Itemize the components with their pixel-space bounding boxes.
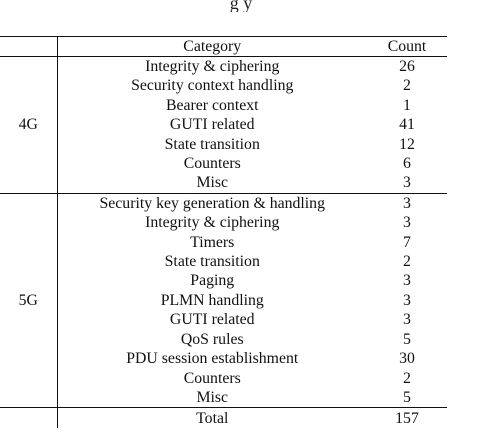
header-generation [0, 37, 57, 57]
count-cell: 3 [403, 214, 411, 232]
count-cell: 3 [367, 193, 447, 213]
count-cell: 5 [403, 330, 411, 348]
category-cell: Misc [196, 388, 229, 406]
category-cell: QoS rules [180, 330, 244, 348]
count-cell: 2 [403, 77, 411, 95]
category-cell: State transition [164, 253, 260, 271]
category-cell: Counters [183, 155, 241, 173]
table-row [0, 57, 447, 77]
count-cell: 12 [399, 135, 415, 153]
table-row [0, 291, 447, 310]
category-count-table [0, 36, 447, 428]
table-row [0, 135, 447, 154]
table-row [0, 233, 447, 252]
total-count: 157 [367, 408, 447, 429]
table-row [0, 252, 447, 271]
category-cell: Timers [190, 233, 235, 251]
category-cell: Misc [196, 174, 229, 192]
table-row [0, 115, 447, 134]
category-cell: Integrity & ciphering [57, 57, 367, 77]
count-cell: 1 [403, 96, 411, 114]
category-cell: GUTI related [169, 116, 255, 134]
count-cell: 6 [403, 155, 411, 173]
caption-fragment: g y [229, 0, 253, 12]
category-cell: Integrity & ciphering [145, 214, 280, 232]
count-cell: 3 [403, 272, 411, 290]
generation-cell: 4G [0, 57, 57, 194]
count-cell: 30 [399, 350, 415, 368]
table-body [0, 57, 447, 429]
table-row [0, 154, 447, 173]
table-row [0, 76, 447, 95]
table-row [0, 193, 447, 213]
table-row [0, 310, 447, 329]
category-cell: PDU session establishment [126, 350, 299, 368]
category-cell: Counters [183, 369, 241, 387]
category-cell: GUTI related [169, 311, 255, 329]
category-cell: State transition [164, 135, 260, 153]
count-cell: 41 [399, 116, 415, 134]
category-cell: Security context handling [131, 77, 294, 95]
table-row [0, 271, 447, 290]
count-cell: 5 [403, 388, 411, 406]
category-cell: Security key generation & handling [57, 193, 367, 213]
table-row [0, 173, 447, 193]
category-cell: Paging [190, 272, 235, 290]
count-cell: 3 [403, 174, 411, 192]
total-label: Total [57, 408, 367, 429]
generation-cell: 5G [0, 193, 57, 407]
table-row [0, 388, 447, 408]
table-row [0, 369, 447, 388]
count-cell: 2 [403, 369, 411, 387]
category-cell: PLMN handling [160, 291, 264, 309]
table-row [0, 96, 447, 115]
total-generation-cell [0, 408, 57, 429]
total-row [0, 408, 447, 429]
count-cell: 26 [367, 57, 447, 77]
table-row [0, 330, 447, 349]
table-row [0, 349, 447, 368]
category-cell: Bearer context [165, 96, 259, 114]
header-row [0, 37, 447, 57]
table-row [0, 213, 447, 232]
count-cell: 7 [403, 233, 411, 251]
count-cell: 2 [403, 253, 411, 271]
count-cell: 3 [403, 291, 411, 309]
header-count: Count [367, 37, 447, 57]
header-category: Category [57, 37, 367, 57]
count-cell: 3 [403, 311, 411, 329]
